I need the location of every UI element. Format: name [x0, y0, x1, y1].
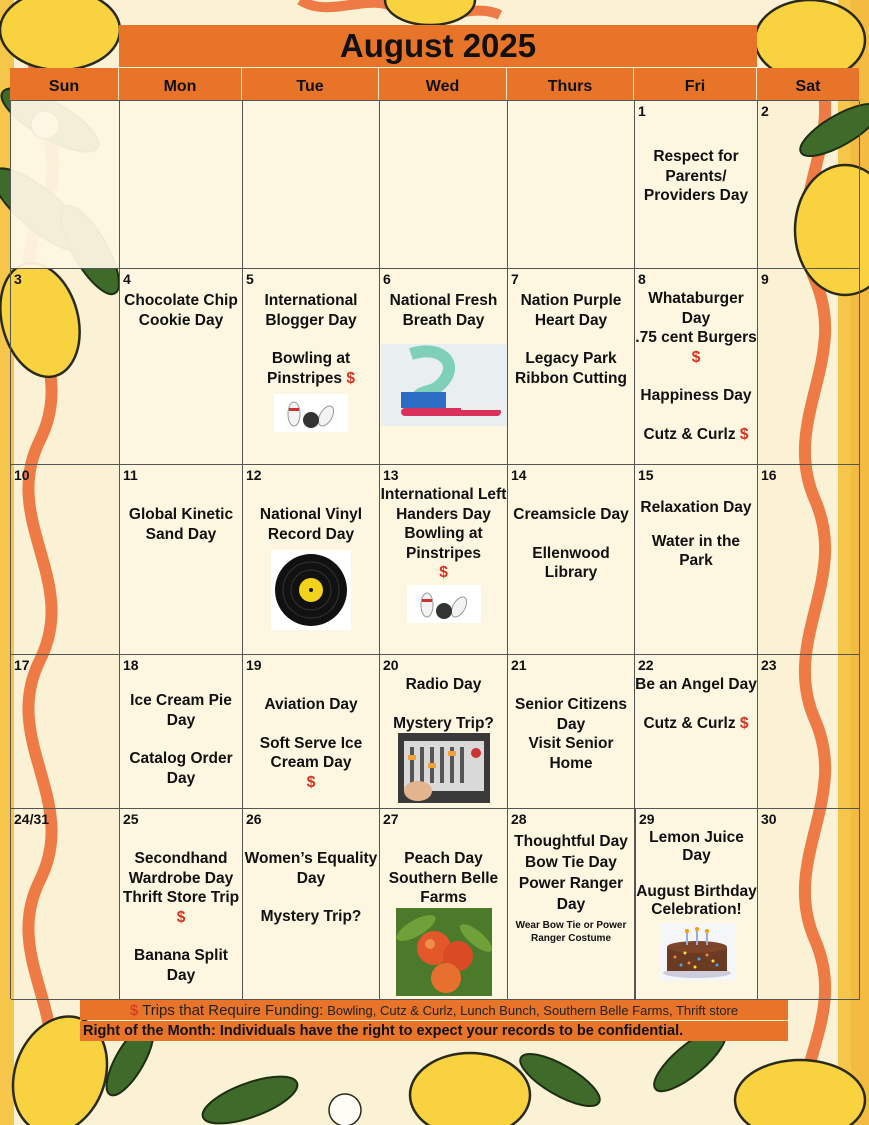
day-cell [120, 809, 243, 1000]
event-label: Cutz & Curlz [643, 425, 736, 443]
dollar-icon: $ [306, 773, 316, 791]
day-cell [380, 269, 508, 465]
day-cell [120, 655, 243, 809]
day-number: 27 [383, 811, 399, 827]
day-cell-empty [380, 101, 508, 269]
day-cell [380, 655, 508, 809]
dollar-icon: $ [439, 564, 448, 581]
event-label: Respect for Parents/ Providers Day [643, 148, 749, 204]
day-cell [11, 809, 120, 1000]
dollar-icon: $ [176, 908, 186, 926]
event-label: Thrift Store Trip [122, 889, 240, 906]
day-cell-empty [508, 101, 635, 269]
birthday-cake-image [659, 923, 735, 981]
day-cell [380, 465, 508, 655]
event-label: August Birthday Celebration! [636, 883, 757, 918]
day-number: 14 [511, 467, 527, 483]
day-number: 5 [246, 271, 254, 287]
event-label: Bowling at Pinstripes [404, 525, 483, 562]
day-number: 28 [511, 811, 527, 827]
day-cell [758, 101, 860, 269]
day-cell [758, 809, 860, 1000]
day-cell [11, 465, 120, 655]
day-cell [758, 269, 860, 465]
day-cell-empty [11, 101, 120, 269]
day-cell [508, 809, 635, 1000]
day-number: 18 [123, 657, 139, 673]
day-cell [120, 269, 243, 465]
day-cell [11, 269, 120, 465]
event-label: International Left Handers Day [380, 486, 507, 523]
event-label: Lemon Juice Day [649, 829, 744, 864]
event-label: Global Kinetic Sand Day [128, 506, 234, 543]
event-label: Power Ranger Day [518, 875, 624, 913]
day-number: 13 [383, 467, 399, 483]
toothbrush-image [381, 344, 507, 426]
day-cell [243, 655, 380, 809]
calendar-title: August 2025 [119, 25, 757, 67]
event-note: Wear Bow Tie or Power Ranger Costume [515, 920, 627, 944]
event-label: Happiness Day [640, 387, 752, 404]
day-cell-empty [120, 101, 243, 269]
event-label: Chocolate Chip Cookie Day [124, 292, 238, 329]
day-number: 17 [14, 657, 30, 673]
event-label: Legacy Park Ribbon Cutting [515, 350, 627, 387]
weekday-mon: Mon [119, 68, 242, 100]
day-cell [243, 809, 380, 1000]
calendar-grid [10, 100, 859, 999]
day-number: 23 [761, 657, 777, 673]
day-cell [120, 465, 243, 655]
weekday-sun: Sun [10, 68, 119, 100]
day-cell [243, 269, 380, 465]
weekday-fri: Fri [634, 68, 757, 100]
day-cell [243, 465, 380, 655]
event-label: Thoughtful Day [514, 833, 628, 850]
day-cell-empty [243, 101, 380, 269]
day-number: 19 [246, 657, 262, 673]
weekday-thurs: Thurs [507, 68, 634, 100]
funding-note [80, 1000, 788, 1020]
event-label: National Vinyl Record Day [259, 506, 363, 543]
event-label: Mystery Trip? [260, 908, 362, 925]
day-cell [635, 655, 758, 809]
weekday-wed: Wed [379, 68, 507, 100]
day-number: 26 [246, 811, 262, 827]
event-label: Whataburger Day [648, 290, 744, 327]
day-number: 30 [761, 811, 777, 827]
day-cell [11, 655, 120, 809]
day-cell [508, 269, 635, 465]
day-number: 10 [14, 467, 30, 483]
day-number: 24/31 [14, 811, 50, 827]
event-label: Secondhand Wardrobe Day [128, 850, 234, 887]
right-of-the-month: Right of the Month: Individuals have the right to expect your records to be confidential. [80, 1021, 788, 1041]
day-number: 2 [761, 103, 769, 119]
day-number: 3 [14, 271, 22, 287]
day-number: 4 [123, 271, 131, 287]
event-label: Water in the Park [651, 532, 741, 569]
event-label: Nation Purple Heart Day [520, 292, 622, 329]
funding-label: Trips that Require Funding: [142, 1002, 324, 1019]
day-number: 25 [123, 811, 139, 827]
event-label: Cutz & Curlz [643, 714, 736, 732]
event-label: Visit Senior Home [528, 735, 614, 772]
day-number: 15 [638, 467, 654, 483]
event-label: Relaxation Day [640, 499, 752, 516]
event-label: International Blogger Day [264, 292, 358, 329]
weekday-header-row [10, 68, 859, 100]
event-label: Be an Angel Day [635, 676, 757, 693]
day-cell [635, 269, 758, 465]
vinyl-record-image [271, 550, 351, 630]
dollar-icon: $ [739, 425, 749, 443]
event-label: Ellenwood Library [532, 544, 610, 581]
day-number: 8 [638, 271, 646, 287]
day-number: 20 [383, 657, 399, 673]
day-number: 11 [123, 467, 138, 483]
event-label: Mystery Trip? [393, 714, 494, 732]
day-cell [380, 809, 508, 1000]
event-label: Bowling at Pinstripes [267, 350, 351, 387]
day-number: 9 [761, 271, 769, 287]
day-number: 6 [383, 271, 391, 287]
event-label: Soft Serve Ice Cream Day [259, 734, 363, 771]
event-label: Catalog Order Day [129, 750, 233, 787]
event-label: Radio Day [405, 676, 482, 693]
funding-list: Bowling, Cutz & Curlz, Lunch Bunch, Southern Belle Farms, Thrift store [327, 1003, 739, 1018]
event-label: Ice Cream Pie Day [130, 692, 232, 729]
day-cell [508, 655, 635, 809]
event-label: Banana Split Day [134, 947, 228, 984]
bowling-image [407, 585, 481, 623]
day-number: 22 [638, 657, 654, 673]
day-number: 16 [761, 467, 777, 483]
peaches-image [396, 908, 492, 996]
day-cell [635, 101, 758, 269]
day-number: 7 [511, 271, 519, 287]
event-label: Senior Citizens Day [515, 696, 627, 733]
dollar-icon: $ [346, 369, 355, 387]
day-cell [758, 655, 860, 809]
bowling-image [274, 394, 348, 432]
day-cell [758, 465, 860, 655]
dollar-icon: $ [739, 714, 749, 732]
event-label: Peach Day [404, 850, 483, 867]
day-number: 29 [639, 811, 655, 827]
event-label: .75 cent Burgers [635, 329, 757, 346]
day-number: 12 [246, 467, 262, 483]
weekday-sat: Sat [757, 68, 859, 100]
event-label: National Fresh Breath Day [389, 292, 498, 329]
day-cell [508, 465, 635, 655]
weekday-tue: Tue [242, 68, 379, 100]
dollar-icon: $ [691, 348, 701, 366]
event-label: Creamsicle Day [513, 506, 629, 523]
event-label: Aviation Day [264, 696, 358, 713]
event-label: Bow Tie Day [525, 854, 617, 871]
radio-mixer-image [398, 733, 490, 803]
day-cell [635, 465, 758, 655]
dollar-icon: $ [129, 1002, 139, 1019]
day-number: 21 [511, 657, 527, 673]
event-label: Southern Belle Farms [388, 869, 499, 906]
event-label: Women’s Equality Day [244, 850, 378, 887]
day-number: 1 [638, 103, 646, 119]
day-cell [635, 809, 758, 1000]
